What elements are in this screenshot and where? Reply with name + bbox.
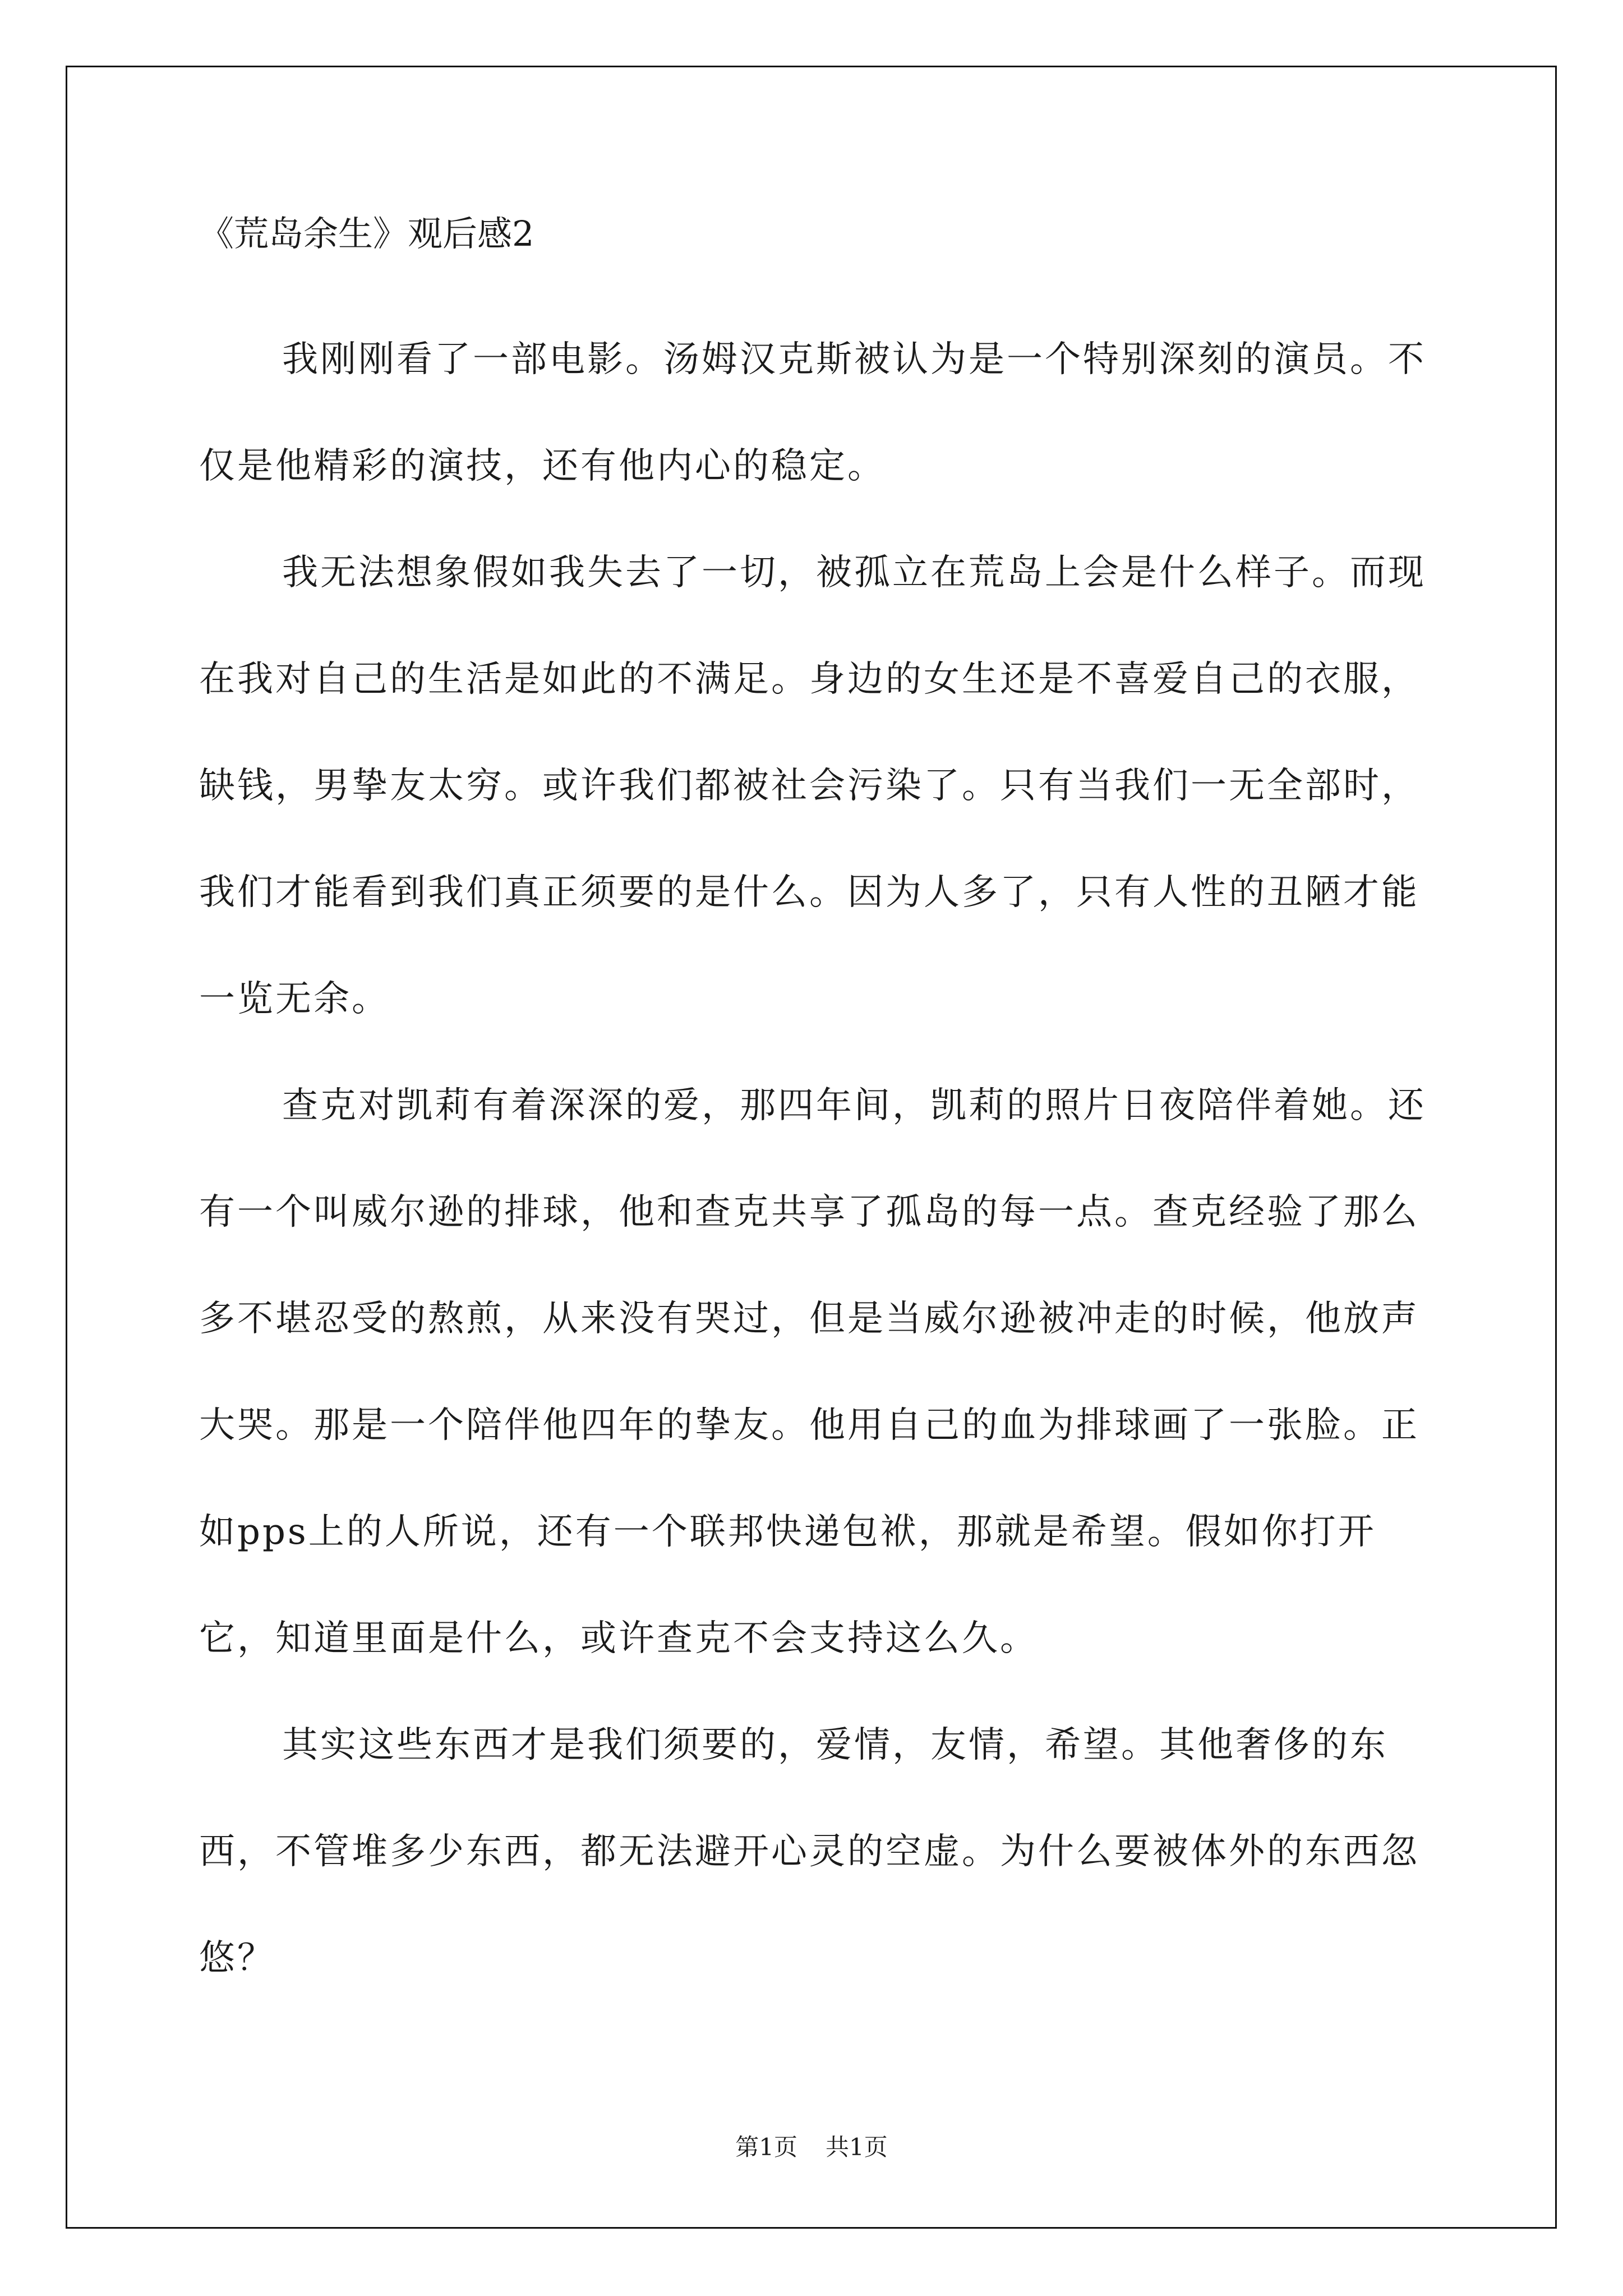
paragraph-2: 我无法想象假如我失去了一切，被孤立在荒岛上会是什么样子。而现在我对自己的生活是如此的不满足。身边的女生还是不喜爱自己的衣服，缺钱，男挚友太穷。或许我们都被社会污染了。只有当我们一无全部时，我们才能看到我们真正须要的是什么。因为人多了，只有人性的丑陋才能一览无余。 bbox=[199, 552, 1426, 1020]
document-body bbox=[199, 213, 1433, 2012]
paragraph-4: 其实这些东西才是我们须要的，爱情，友情，希望。其他奢侈的东西，不管堆多少东西，都无法避开心灵的空虚。为什么要被体外的东西忽悠？ bbox=[199, 1724, 1419, 1980]
page-total: 共1页 bbox=[826, 2133, 888, 2161]
page-footer bbox=[0, 2129, 1623, 2162]
document-title: 《荒岛余生》观后感2 bbox=[199, 213, 534, 254]
paragraph-3: 查克对凯莉有着深深的爱，那四年间，凯莉的照片日夜陪伴着她。还有一个叫威尔逊的排球，他和查克共享了孤岛的每一点。查克经验了那么多不堪忍受的熬煎，从来没有哭过，但是当威尔逊被冲走的时候，他放声大哭。那是一个陪伴他四年的挚友。他用自己的血为排球画了一张脸。正如pps上的人所说，还有一个联邦快递包袱，那就是希望。假如你打开它，知道里面是什么，或许查克不会支持这么久。 bbox=[199, 1085, 1426, 1660]
paragraph-1: 我刚刚看了一部电影。汤姆汉克斯被认为是一个特别深刻的演员。不仅是他精彩的演技，还有他内心的稳定。 bbox=[199, 339, 1426, 487]
page-number: 第1页 bbox=[735, 2133, 797, 2161]
